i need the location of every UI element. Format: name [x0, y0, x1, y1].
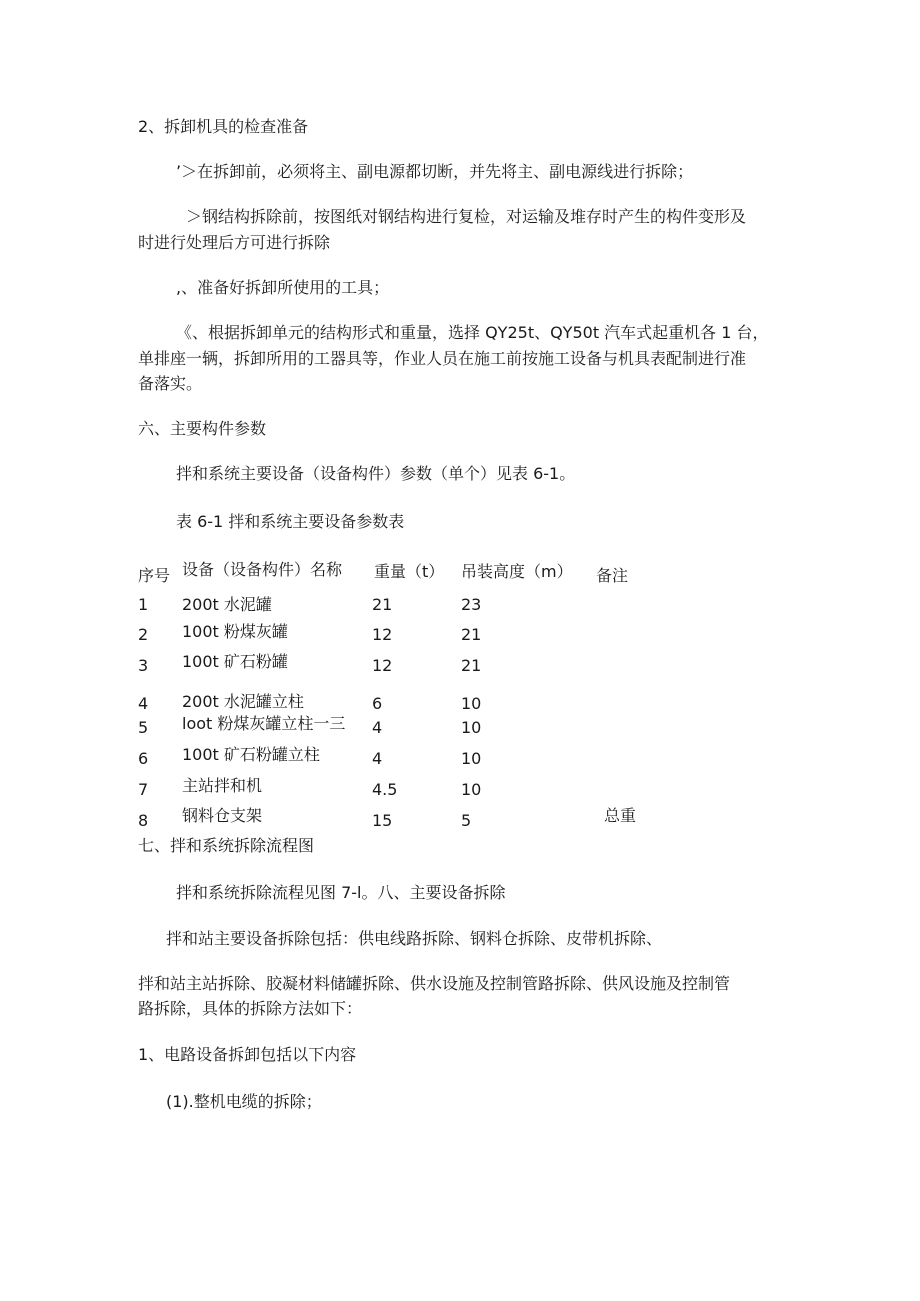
row-height: 10: [461, 780, 482, 799]
header-height: 吊装高度（m）: [461, 562, 573, 581]
row-weight: 12: [372, 625, 393, 644]
row-weight: 15: [372, 811, 393, 830]
row-name: 钢料仓支架: [182, 806, 263, 825]
row-no: 8: [138, 811, 149, 830]
row-weight: 4: [372, 749, 383, 768]
paragraph-steel-check-line-2: 时进行处理后方可进行拆除: [138, 233, 331, 252]
paragraph-main-line-3: 路拆除，具体的拆除方法如下：: [138, 999, 363, 1018]
header-weight: 重量（t）: [374, 562, 445, 581]
row-weight: 4: [372, 718, 383, 737]
row-name: 200t 水泥罐: [182, 595, 272, 614]
paragraph-flow: 拌和系统拆除流程见图 7-l。八、主要设备拆除: [176, 883, 506, 902]
section-7-heading: 七、拌和系统拆除流程图: [138, 836, 315, 855]
row-name: 100t 粉煤灰罐: [182, 622, 288, 641]
row-no: 1: [138, 595, 149, 614]
row-no: 5: [138, 718, 149, 737]
row-height: 21: [461, 656, 482, 675]
paragraph-cable: (1).整机电缆的拆除；: [166, 1092, 322, 1111]
paragraph-power-off: ’＞在拆卸前，必须将主、副电源都切断，并先将主、副电源线进行拆除；: [176, 162, 694, 181]
header-name: 设备（设备构件）名称: [182, 560, 343, 579]
row-height: 10: [461, 694, 482, 713]
header-no: 序号: [138, 566, 171, 585]
row-no: 3: [138, 656, 149, 675]
header-remark: 备注: [596, 566, 629, 585]
row-height: 5: [461, 811, 472, 830]
paragraph-crane-line-3: 备落实。: [138, 374, 203, 393]
paragraph-crane-line-1: 《、根据拆卸单元的结构形式和重量，选择 QY25t、QY50t 汽车式起重机各 1 台，: [176, 323, 769, 342]
row-weight: 4.5: [372, 780, 398, 799]
paragraph-main-line-1: 拌和站主要设备拆除包括：供电线路拆除、钢料仓拆除、皮带机拆除、: [166, 929, 663, 948]
row-name: 200t 水泥罐立柱: [182, 692, 304, 711]
paragraph-main-line-2: 拌和站主站拆除、胶凝材料储罐拆除、供水设施及控制管路拆除、供风设施及控制管: [138, 974, 731, 993]
row-weight: 21: [372, 595, 393, 614]
row-height: 23: [461, 595, 482, 614]
row-height: 10: [461, 718, 482, 737]
row-name: 100t 矿石粉罐立柱: [182, 745, 320, 764]
paragraph-crane-line-2: 单排座一辆，拆卸所用的工器具等，作业人员在施工前按施工设备与机具表配制进行准: [138, 349, 747, 368]
paragraph-table-intro: 拌和系统主要设备（设备构件）参数（单个）见表 6-1。: [176, 464, 576, 483]
row-no: 7: [138, 780, 149, 799]
row-height: 21: [461, 625, 482, 644]
section-6-heading: 六、主要构件参数: [138, 419, 267, 438]
paragraph-steel-check-line-1: ＞钢结构拆除前，按图纸对钢结构进行复检，对运输及堆存时产生的构件变形及: [186, 207, 747, 226]
row-name: loot 粉煤灰罐立柱一三: [182, 714, 346, 733]
row-no: 2: [138, 625, 149, 644]
row-weight: 12: [372, 656, 393, 675]
row-remark: 总重: [604, 806, 637, 825]
paragraph-tools: ,、准备好拆卸所使用的工具；: [176, 278, 390, 297]
row-weight: 6: [372, 694, 383, 713]
row-height: 10: [461, 749, 482, 768]
row-no: 6: [138, 749, 149, 768]
row-no: 4: [138, 694, 149, 713]
section-2-heading: 2、拆卸机具的检查准备: [138, 117, 309, 136]
section-1-heading: 1、电路设备拆卸包括以下内容: [138, 1045, 357, 1064]
row-name: 100t 矿石粉罐: [182, 652, 288, 671]
table-caption: 表 6-1 拌和系统主要设备参数表: [176, 512, 405, 531]
row-name: 主站拌和机: [182, 776, 263, 795]
